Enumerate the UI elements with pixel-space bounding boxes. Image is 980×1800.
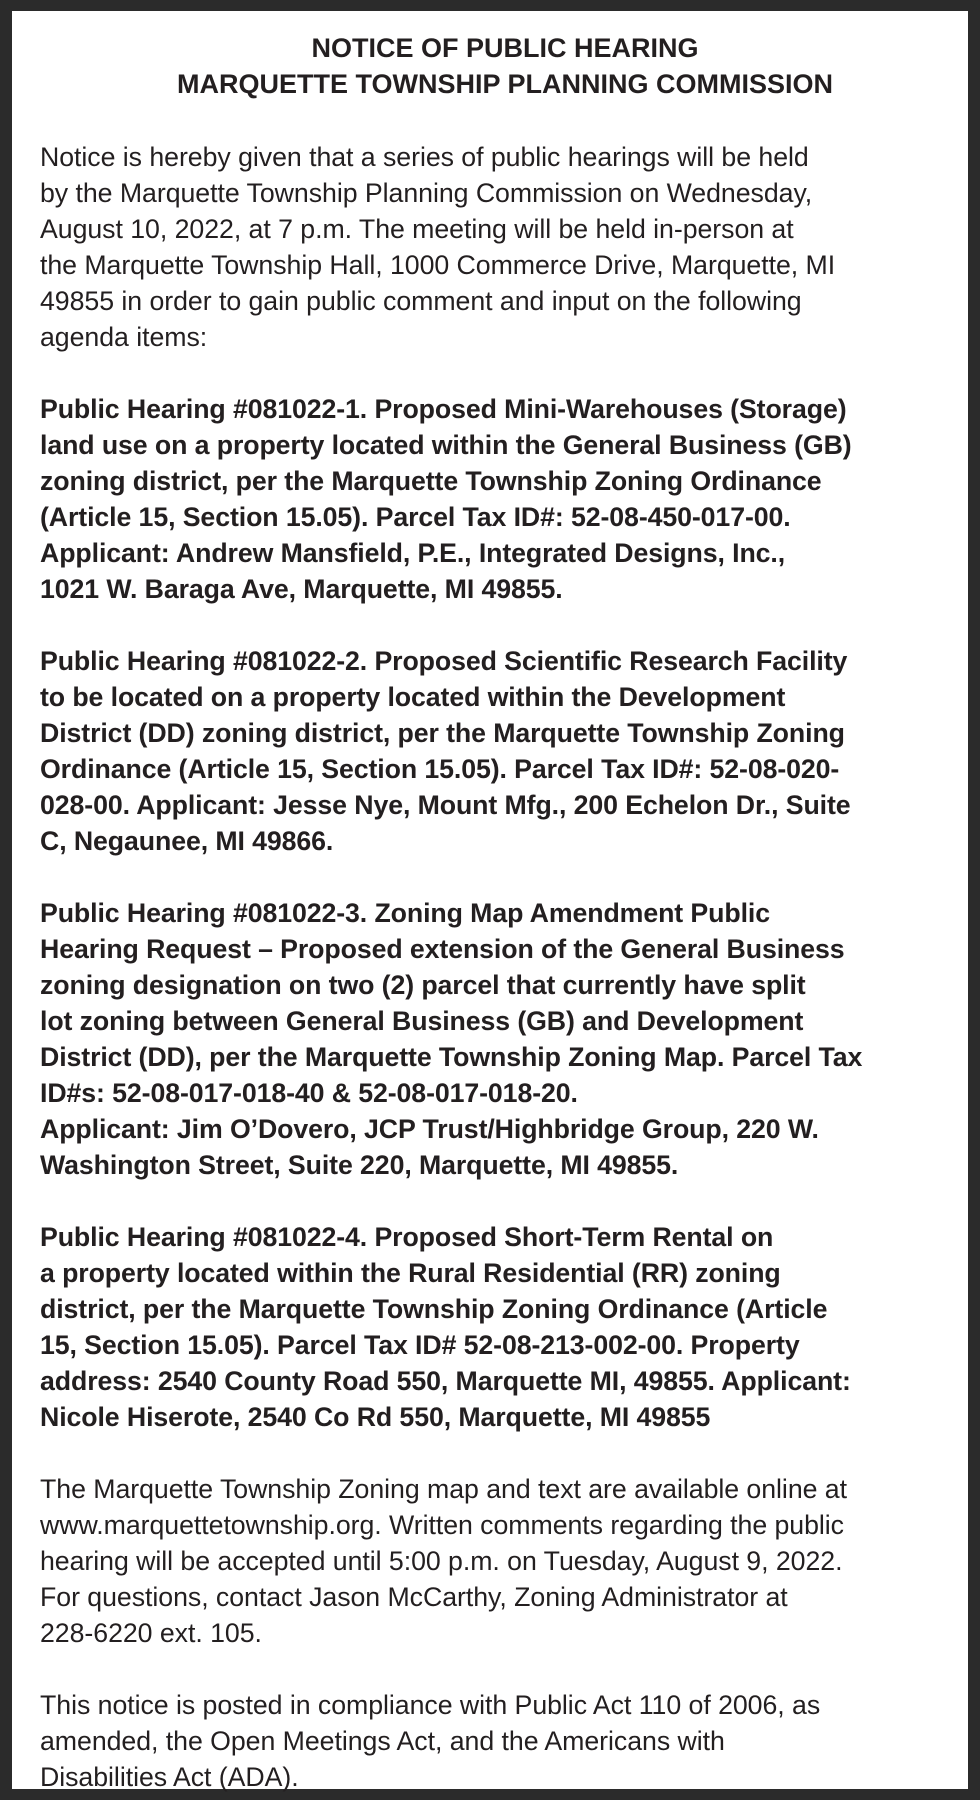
text-line: Nicole Hiserote, 2540 Co Rd 550, Marquette, MI 49855	[40, 1402, 711, 1432]
text-line: Ordinance (Article 15, Section 15.05). Parcel Tax ID#: 52-08-020-	[40, 754, 840, 784]
notice-body	[40, 11, 976, 1795]
text-line: For questions, contact Jason McCarthy, Zoning Administrator at	[40, 1582, 788, 1612]
text-line: Public Hearing #081022-4. Proposed Short-Term Rental on	[40, 1222, 774, 1252]
text-line: August 10, 2022, at 7 p.m. The meeting will be held in-person at	[40, 214, 794, 244]
availability-paragraph	[40, 1471, 976, 1651]
text-line: address: 2540 County Road 550, Marquette MI, 49855. Applicant:	[40, 1366, 851, 1396]
text-line: agenda items:	[40, 322, 208, 352]
text-line: This notice is posted in compliance with Public Act 110 of 2006, as	[40, 1690, 821, 1720]
paragraph-spacer	[40, 607, 976, 643]
text-line: 49855 in order to gain public comment and input on the following	[40, 286, 802, 316]
text-line: Applicant: Jim O’Dovero, JCP Trust/Highbridge Group, 220 W.	[40, 1114, 819, 1144]
text-line: a property located within the Rural Residential (RR) zoning	[40, 1258, 781, 1288]
text-line: Hearing Request – Proposed extension of the General Business	[40, 934, 845, 964]
paragraph-spacer	[40, 1183, 976, 1219]
text-line: district, per the Marquette Township Zoning Ordinance (Article	[40, 1294, 828, 1324]
text-line: Notice is hereby given that a series of public hearings will be held	[40, 142, 809, 172]
text-line: the Marquette Township Hall, 1000 Commerce Drive, Marquette, MI	[40, 250, 836, 280]
text-line: to be located on a property located within the Development	[40, 682, 786, 712]
text-line: by the Marquette Township Planning Commission on Wednesday,	[40, 178, 813, 208]
text-line: ID#s: 52-08-017-018-40 & 52-08-017-018-20.	[40, 1078, 578, 1108]
text-line: Washington Street, Suite 220, Marquette, MI 49855.	[40, 1150, 679, 1180]
text-line: The Marquette Township Zoning map and text are available online at	[40, 1474, 847, 1504]
text-line: hearing will be accepted until 5:00 p.m. on Tuesday, August 9, 2022.	[40, 1546, 843, 1576]
paragraph-spacer	[40, 1651, 976, 1687]
text-line: land use on a property located within the General Business (GB)	[40, 430, 852, 460]
text-line: 15, Section 15.05). Parcel Tax ID# 52-08-213-002-00. Property	[40, 1330, 800, 1360]
text-line: (Article 15, Section 15.05). Parcel Tax ID#: 52-08-450-017-00.	[40, 502, 791, 532]
text-line: 028-00. Applicant: Jesse Nye, Mount Mfg., 200 Echelon Dr., Suite	[40, 790, 851, 820]
text-line: C, Negaunee, MI 49866.	[40, 826, 334, 856]
notice-title-line: NOTICE OF PUBLIC HEARING	[311, 33, 699, 63]
text-line: Disabilities Act (ADA).	[40, 1762, 299, 1792]
paragraph-spacer	[40, 859, 976, 895]
text-line: zoning district, per the Marquette Township Zoning Ordinance	[40, 466, 822, 496]
text-line: Public Hearing #081022-2. Proposed Scientific Research Facility	[40, 646, 848, 676]
paragraph-spacer	[40, 1435, 976, 1471]
text-line: amended, the Open Meetings Act, and the Americans with	[40, 1726, 725, 1756]
text-line: zoning designation on two (2) parcel that currently have split	[40, 970, 806, 1000]
text-line: District (DD) zoning district, per the Marquette Township Zoning	[40, 718, 845, 748]
notice-title	[40, 11, 970, 102]
text-line: District (DD), per the Marquette Township Zoning Map. Parcel Tax	[40, 1042, 863, 1072]
text-line: Public Hearing #081022-1. Proposed Mini-Warehouses (Storage)	[40, 394, 847, 424]
text-line: lot zoning between General Business (GB) and Development	[40, 1006, 804, 1036]
text-line: 228-6220 ext. 105.	[40, 1618, 262, 1648]
intro-paragraph	[40, 139, 976, 355]
text-line: Applicant: Andrew Mansfield, P.E., Integrated Designs, Inc.,	[40, 538, 786, 568]
text-line: www.marquettetownship.org. Written comments regarding the public	[40, 1510, 844, 1540]
compliance-paragraph	[40, 1687, 976, 1795]
hearing-item-4	[40, 1219, 976, 1435]
hearing-item-3	[40, 895, 976, 1183]
text-line: 1021 W. Baraga Ave, Marquette, MI 49855.	[40, 574, 563, 604]
hearing-item-2	[40, 643, 976, 859]
hearing-item-1	[40, 391, 976, 607]
paragraph-spacer	[40, 355, 976, 391]
notice-title-line: MARQUETTE TOWNSHIP PLANNING COMMISSION	[176, 69, 833, 99]
text-line: Public Hearing #081022-3. Zoning Map Amendment Public	[40, 898, 770, 928]
